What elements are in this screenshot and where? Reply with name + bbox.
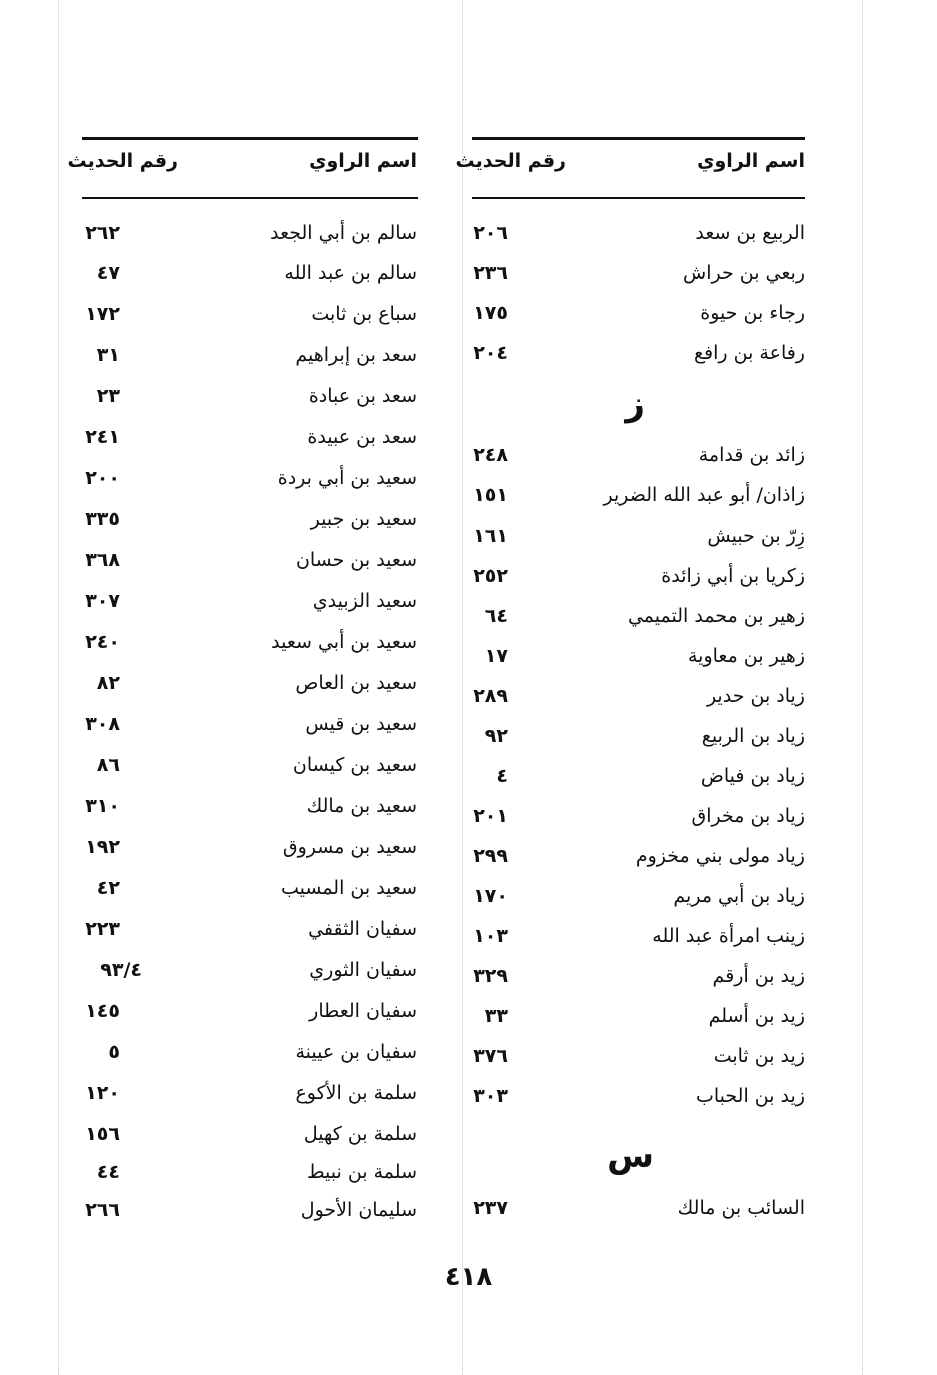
narrator-name: سعيد بن جبير: [310, 508, 417, 530]
hadith-number: ٣٢٩: [473, 965, 508, 987]
hadith-number: ٢٠٤: [473, 342, 508, 364]
hadith-number: ٣٧٦: [473, 1045, 508, 1067]
narrator-name: السائب بن مالك: [677, 1197, 805, 1219]
hadith-number: ٣٠٣: [473, 1085, 508, 1107]
hadith-number: ٢٣: [96, 385, 120, 407]
narrator-name: سعيد بن كيسان: [292, 754, 417, 776]
narrator-name: زياد مولى بني مخزوم: [635, 845, 805, 867]
hadith-number: ٤: [496, 765, 508, 787]
hadith-number: ٦٤: [484, 605, 508, 627]
narrator-name: سلمة بن نبيط: [306, 1161, 417, 1183]
hadith-number: ٢٤٠: [85, 631, 120, 653]
hadith-number: ٣٦٨: [85, 549, 120, 571]
hadith-number: ١٧: [484, 645, 508, 667]
narrator-name: سفيان العطار: [309, 1000, 417, 1022]
narrator-name: سليمان الأحول: [300, 1199, 417, 1221]
narrator-name: سعيد بن المسيب: [280, 877, 417, 899]
narrator-name: زائد بن قدامة: [698, 444, 805, 466]
narrator-name: سعيد بن العاص: [295, 672, 417, 694]
hadith-number: ٢٣٦: [473, 262, 508, 284]
hadith-number: ١٧٢: [85, 303, 120, 325]
narrator-name: زياد بن الربيع: [701, 725, 805, 747]
hadith-number: ٣١: [96, 344, 120, 366]
narrator-name: سعيد بن أبي سعيد: [271, 631, 417, 653]
narrator-name: زينب امرأة عبد الله: [652, 925, 805, 947]
narrator-name: زكريا بن أبي زائدة: [661, 565, 805, 587]
narrator-name: سباع بن ثابت: [311, 303, 417, 325]
narrator-name: سعيد بن أبي بردة: [277, 467, 417, 489]
hadith-number: ٣١٠: [85, 795, 120, 817]
hadith-number: ٢٠٠: [85, 467, 120, 489]
narrator-name: زهير بن محمد التميمي: [627, 605, 805, 627]
narrator-name: زيد بن ثابت: [713, 1045, 805, 1067]
right-name-header: اسم الراوي: [697, 150, 805, 172]
hadith-number: ٥: [108, 1041, 120, 1063]
right-table-header-rule: [472, 197, 805, 199]
hadith-number: ٢٨٩: [473, 685, 508, 707]
page-number: ٤١٨: [444, 1262, 493, 1292]
narrator-name: سعيد بن قيس: [305, 713, 417, 735]
narrator-name: سعد بن إبراهيم: [295, 344, 417, 366]
narrator-name: سعيد بن حسان: [295, 549, 417, 571]
hadith-number: ٢٠٦: [473, 222, 508, 244]
right-table-top-rule: [472, 137, 805, 140]
hadith-number: ٤٤: [96, 1161, 120, 1183]
hadith-number: ٣٣٥: [85, 508, 120, 530]
narrator-name: زهير بن معاوية: [687, 645, 805, 667]
narrator-name: زيد بن أرقم: [712, 965, 805, 987]
narrator-name: سعيد بن مالك: [306, 795, 417, 817]
hadith-number: ٤٢: [96, 877, 120, 899]
hadith-number: ٣٠٧: [85, 590, 120, 612]
section-letter: س: [607, 1136, 654, 1176]
narrator-name: سفيان الثقفي: [308, 918, 417, 940]
narrator-name: سفيان الثوري: [309, 959, 417, 981]
scan-guide-line: [862, 0, 863, 1375]
narrator-name: سعد بن عبادة: [308, 385, 417, 407]
right-number-header: رقم الحديث: [455, 150, 566, 172]
hadith-number: ٨٦: [96, 754, 120, 776]
hadith-number: ١٠٣: [473, 925, 508, 947]
hadith-number: ٢٢٣: [85, 918, 120, 940]
left-table-header-rule: [82, 197, 418, 199]
narrator-name: زيد بن الحباب: [695, 1085, 805, 1107]
hadith-number: ١٩٢: [85, 836, 120, 858]
hadith-number: ١٦١: [473, 525, 508, 547]
hadith-number: ٢٤١: [85, 426, 120, 448]
narrator-name: رفاعة بن رافع: [693, 342, 805, 364]
narrator-name: سلمة بن الأكوع: [295, 1082, 417, 1104]
narrator-name: الربيع بن سعد: [695, 222, 805, 244]
hadith-number: ٣٠٨: [85, 713, 120, 735]
hadith-number: ٢٩٩: [473, 845, 508, 867]
section-letter: ز: [625, 384, 645, 424]
narrator-name: زيد بن أسلم: [708, 1005, 805, 1027]
hadith-number: ٢٦٢: [85, 222, 120, 244]
hadith-number: ١٧٠: [473, 885, 508, 907]
narrator-name: سالم بن أبي الجعد: [270, 222, 417, 244]
narrator-name: سالم بن عبد الله: [284, 262, 417, 284]
hadith-number: ١٢٠: [85, 1082, 120, 1104]
hadith-number: ٤٧: [96, 262, 120, 284]
hadith-number: ٢٤٨: [473, 444, 508, 466]
narrator-name: سعيد الزبيدي: [312, 590, 417, 612]
left-name-header: اسم الراوي: [309, 150, 417, 172]
hadith-number: ٩٣/٤: [100, 959, 142, 981]
hadith-number: ١٧٥: [473, 302, 508, 324]
hadith-number: ٩٢: [484, 725, 508, 747]
narrator-name: ربعي بن حراش: [683, 262, 805, 284]
narrator-name: زياد بن أبي مريم: [673, 885, 805, 907]
narrator-name: زِرّ بن حبيش: [707, 525, 805, 547]
narrator-name: سعد بن عبيدة: [307, 426, 417, 448]
hadith-number: ١٥٦: [85, 1123, 120, 1145]
narrator-name: سفيان بن عيينة: [295, 1041, 417, 1063]
hadith-number: ٢٣٧: [473, 1197, 508, 1219]
narrator-name: زياد بن فياض: [700, 765, 805, 787]
narrator-name: رجاء بن حيوة: [700, 302, 805, 324]
narrator-name: زياد بن حدير: [706, 685, 805, 707]
hadith-number: ١٤٥: [85, 1000, 120, 1022]
narrator-name: سعيد بن مسروق: [282, 836, 417, 858]
left-table-top-rule: [82, 137, 418, 140]
scan-guide-line: [462, 0, 463, 1375]
narrator-name: زياد بن مخراق: [691, 805, 805, 827]
hadith-number: ١٥١: [473, 484, 508, 506]
hadith-number: ٢٠١: [473, 805, 508, 827]
narrator-name: سلمة بن كهيل: [303, 1123, 417, 1145]
hadith-number: ٢٦٦: [85, 1199, 120, 1221]
hadith-number: ٢٥٢: [473, 565, 508, 587]
hadith-number: ٣٣: [484, 1005, 508, 1027]
narrator-name: زاذان/ أبو عبد الله الضرير: [603, 484, 805, 506]
left-number-header: رقم الحديث: [67, 150, 178, 172]
hadith-number: ٨٢: [96, 672, 120, 694]
scan-guide-line: [58, 0, 59, 1375]
